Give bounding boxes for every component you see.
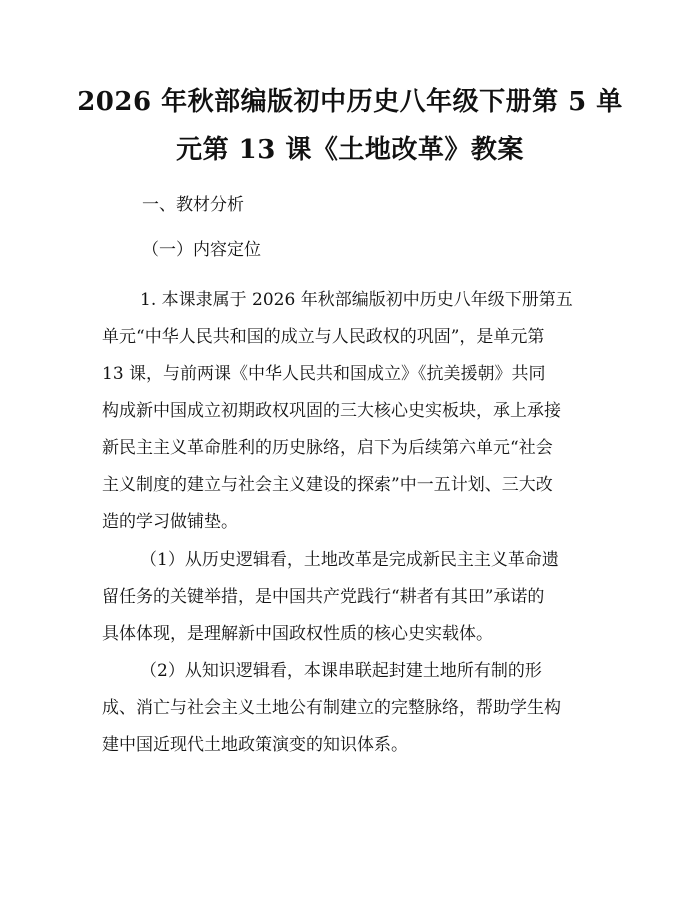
paragraph-line: 建中国近现代土地政策演变的知识体系。 [102,735,408,755]
section-heading: 一、教材分析 [142,195,244,215]
paragraph-historical-logic [102,542,612,653]
paragraph-knowledge-logic [102,653,612,764]
paragraph-line: 构成新中国成立初期政权巩固的三大核心史实板块，承上承接 [102,401,561,421]
paragraph-line: 单元“中华人民共和国的成立与人民政权的巩固”，是单元第 [102,327,545,347]
paragraph-line: 成、消亡与社会主义土地公有制建立的完整脉络，帮助学生构 [102,698,561,718]
paragraph-line: 主义制度的建立与社会主义建设的探索”中一五计划、三大改 [102,475,553,495]
document-title-line-2: 元第 13 课《土地改革》教案 [176,135,524,165]
paragraph-line: 1. 本课隶属于 2026 年秋部编版初中历史八年级下册第五 [140,290,573,310]
paragraph-line: 13 课，与前两课《中华人民共和国成立》《抗美援朝》共同 [102,364,546,384]
paragraph-line: 新民主主义革命胜利的历史脉络，启下为后续第六单元“社会 [102,438,553,458]
paragraph-line: （1）从历史逻辑看，土地改革是完成新民主主义革命遗 [140,550,559,570]
document-title-line-1: 2026 年秋部编版初中历史八年级下册第 5 单 [77,87,623,117]
paragraph-line: 留任务的关键举措，是中国共产党践行“耕者有其田”承诺的 [102,587,545,607]
paragraph-content-positioning [102,282,612,541]
paragraph-line: 造的学习做铺垫。 [102,512,238,532]
paragraph-line: 具体体现，是理解新中国政权性质的核心史实载体。 [102,624,493,644]
subsection-heading: （一）内容定位 [142,240,261,260]
paragraph-line: （2）从知识逻辑看，本课串联起封建土地所有制的形 [140,661,542,681]
